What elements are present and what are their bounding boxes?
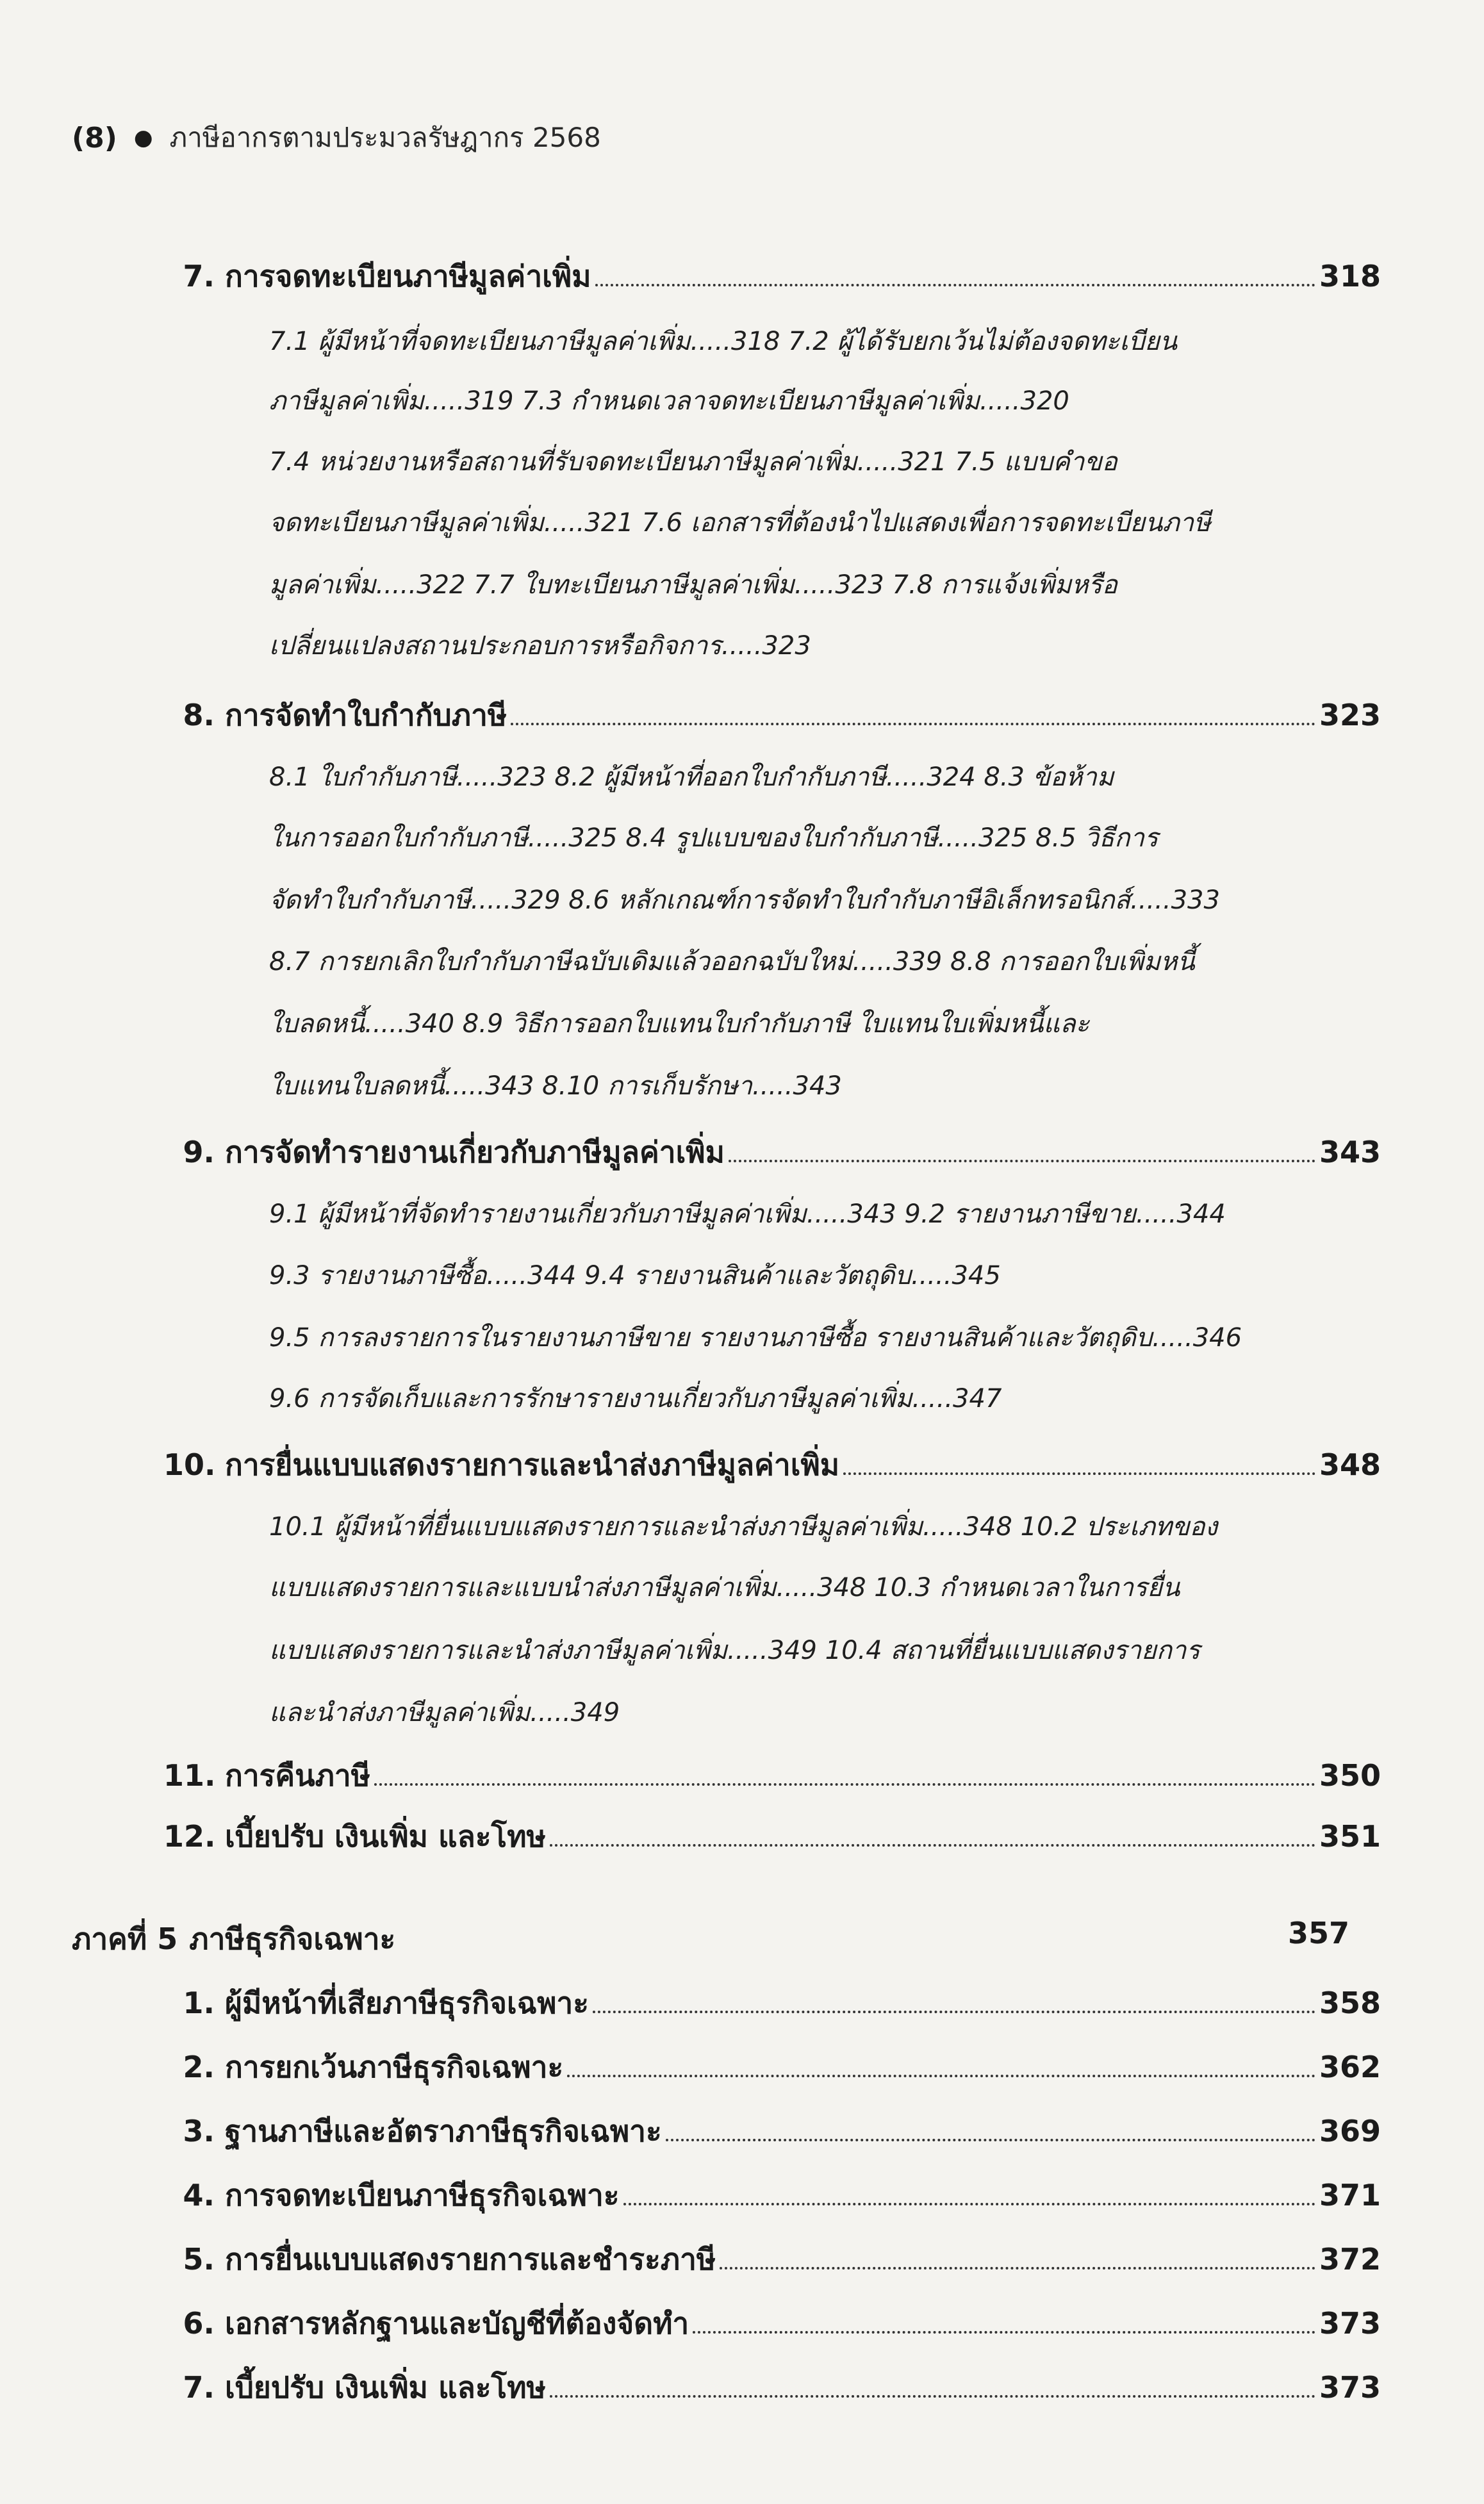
item-number: 1. [183,1986,215,2020]
section-page: 323 [1319,698,1381,732]
dot-leader [720,2267,1315,2269]
item-page: 371 [1319,2178,1381,2212]
dot-leader [511,723,1315,725]
section-number: 10. [163,1447,216,1482]
part-number: 5 [157,1922,178,1956]
section-page: 351 [1319,1819,1381,1854]
item-title: เบี้ยปรับ เงินเพิ่ม และโทษ [225,2370,546,2405]
dot-leader [374,1783,1315,1786]
subsection-line: 9.5 การลงรายการในรายงานภาษีขาย รายงานภาษีซื้อ รายงานสินค้าและวัตถุดิบ.....346 [269,1323,1242,1353]
bullet-icon: ● [133,125,153,151]
subsection-line: จดทะเบียนภาษีมูลค่าเพิ่ม.....321 7.6 เอกสารที่ต้องนำไปแสดงเพื่อการจดทะเบียนภาษี [269,508,1211,538]
dot-leader [693,2331,1315,2334]
dot-leader [550,1844,1315,1847]
toc-part5-item-1[interactable] [163,1980,1381,2027]
dot-leader [666,2139,1315,2141]
subsection-line: เปลี่ยนแปลงสถานประกอบการหรือกิจการ.....323 [269,631,811,661]
subsection-line: มูลค่าเพิ่ม.....322 7.7 ใบทะเบียนภาษีมูลค่าเพิ่ม.....323 7.8 การแจ้งเพิ่มหรือ [269,570,1117,600]
subsection-line: 7.1 ผู้มีหน้าที่จดทะเบียนภาษีมูลค่าเพิ่ม.....318 7.2 ผู้ได้รับยกเว้นไม่ต้องจดทะเบียน [269,327,1178,356]
toc-section-9[interactable] [163,1129,1381,1176]
subsection-line: แบบแสดงรายการและนำส่งภาษีมูลค่าเพิ่ม.....349 10.4 สถานที่ยื่นแบบแสดงรายการ [269,1636,1200,1665]
part-page: 357 [1288,1916,1350,1950]
section-number: 11. [163,1758,216,1793]
subsection-line: 10.1 ผู้มีหน้าที่ยื่นแบบแสดงรายการและนำส่งภาษีมูลค่าเพิ่ม.....348 10.2 ประเภทของ [269,1512,1218,1542]
item-page: 369 [1319,2114,1381,2148]
dot-leader [595,284,1315,286]
part-label: ภาคที่ [72,1922,147,1956]
item-number: 4. [183,2178,215,2212]
part-title: ภาษีธุรกิจเฉพาะ [189,1922,396,1956]
section-title: การจัดทำใบกำกับภาษี [225,698,507,732]
item-page: 372 [1319,2242,1381,2277]
toc-part5-item-5[interactable] [163,2236,1381,2283]
subsection-line: แบบแสดงรายการและแบบนำส่งภาษีมูลค่าเพิ่ม.....348 10.3 กำหนดเวลาในการยื่น [269,1573,1180,1602]
toc-section-12[interactable] [163,1813,1381,1860]
item-title: การยื่นแบบแสดงรายการและชำระภาษี [225,2242,716,2277]
subsection-line: 8.7 การยกเลิกใบกำกับภาษีฉบับเดิมแล้วออกฉบับใหม่.....339 8.8 การออกใบเพิ่มหนี้ [269,947,1195,976]
item-number: 5. [183,2242,215,2277]
item-title: การยกเว้นภาษีธุรกิจเฉพาะ [225,2050,564,2084]
toc-section-10[interactable] [163,1442,1381,1488]
subsection-line: ใบลดหนี้.....340 8.9 วิธีการออกใบแทนใบกำกับภาษี ใบแทนใบเพิ่มหนี้และ [269,1009,1090,1039]
section-title: การยื่นแบบแสดงรายการและนำส่งภาษีมูลค่าเพิ่ม [225,1447,840,1482]
item-title: ฐานภาษีและอัตราภาษีธุรกิจเฉพาะ [225,2114,662,2148]
subsection-line: 9.6 การจัดเก็บและการรักษารายงานเกี่ยวกับภาษีมูลค่าเพิ่ม.....347 [269,1384,1002,1413]
toc-part5-item-4[interactable] [163,2172,1381,2219]
section-number: 8. [183,698,215,732]
dot-leader [567,2075,1315,2077]
subsection-line: ในการออกใบกำกับภาษี.....325 8.4 รูปแบบของใบกำกับภาษี.....325 8.5 วิธีการ [269,823,1158,853]
item-number: 6. [183,2306,215,2341]
item-page: 358 [1319,1986,1381,2020]
section-number: 7. [183,259,215,293]
subsection-line: และนำส่งภาษีมูลค่าเพิ่ม.....349 [269,1698,620,1727]
item-title: ผู้มีหน้าที่เสียภาษีธุรกิจเฉพาะ [225,1986,589,2020]
item-number: 2. [183,2050,215,2084]
toc-part5-item-7[interactable] [163,2364,1381,2411]
toc-part5-item-2[interactable] [163,2044,1381,2091]
section-number: 9. [183,1135,215,1169]
dot-leader [593,2011,1315,2013]
section-title: การจัดทำรายงานเกี่ยวกับภาษีมูลค่าเพิ่ม [225,1135,725,1169]
subsection-line: จัดทำใบกำกับภาษี.....329 8.6 หลักเกณฑ์การจัดทำใบกำกับภาษีอิเล็กทรอนิกส์.....333 [269,885,1220,915]
item-page: 373 [1319,2370,1381,2405]
section-number: 12. [163,1819,216,1854]
subsection-line: 9.3 รายงานภาษีซื้อ.....344 9.4 รายงานสินค้าและวัตถุดิบ.....345 [269,1261,1001,1290]
part-heading[interactable] [72,1916,395,1963]
page-number: (8) [72,121,117,154]
section-page: 350 [1319,1758,1381,1793]
section-title: การจดทะเบียนภาษีมูลค่าเพิ่ม [225,259,591,293]
item-title: การจดทะเบียนภาษีธุรกิจเฉพาะ [225,2178,620,2212]
item-number: 3. [183,2114,215,2148]
toc-part5-item-3[interactable] [163,2108,1381,2155]
dot-leader [623,2203,1315,2205]
toc-section-7[interactable] [163,253,1381,300]
item-page: 362 [1319,2050,1381,2084]
subsection-line: 9.1 ผู้มีหน้าที่จัดทำรายงานเกี่ยวกับภาษีมูลค่าเพิ่ม.....343 9.2 รายงานภาษีขาย.....344 [269,1199,1226,1229]
dot-leader [550,2395,1315,2398]
subsection-line: 8.1 ใบกำกับภาษี.....323 8.2 ผู้มีหน้าที่ออกใบกำกับภาษี.....324 8.3 ข้อห้าม [269,762,1114,792]
book-title: ภาษีอากรตามประมวลรัษฎากร 2568 [169,122,601,153]
toc-section-11[interactable] [163,1752,1381,1799]
subsection-line: ใบแทนใบลดหนี้.....343 8.10 การเก็บรักษา.....343 [269,1071,842,1101]
subsection-line: ภาษีมูลค่าเพิ่ม.....319 7.3 กำหนดเวลาจดทะเบียนภาษีมูลค่าเพิ่ม.....320 [269,386,1069,416]
toc-section-8[interactable] [163,692,1381,739]
item-title: เอกสารหลักฐานและบัญชีที่ต้องจัดทำ [225,2306,689,2341]
section-page: 343 [1319,1135,1381,1169]
item-number: 7. [183,2370,215,2405]
toc-part5-item-6[interactable] [163,2300,1381,2347]
dot-leader [843,1472,1315,1475]
section-page: 348 [1319,1447,1381,1482]
item-page: 373 [1319,2306,1381,2341]
running-header [72,117,601,159]
section-page: 318 [1319,259,1381,293]
subsection-line: 7.4 หน่วยงานหรือสถานที่รับจดทะเบียนภาษีมูลค่าเพิ่ม.....321 7.5 แบบคำขอ [269,447,1117,477]
dot-leader [729,1160,1315,1162]
section-title: การคืนภาษี [225,1758,371,1793]
section-title: เบี้ยปรับ เงินเพิ่ม และโทษ [225,1819,546,1854]
